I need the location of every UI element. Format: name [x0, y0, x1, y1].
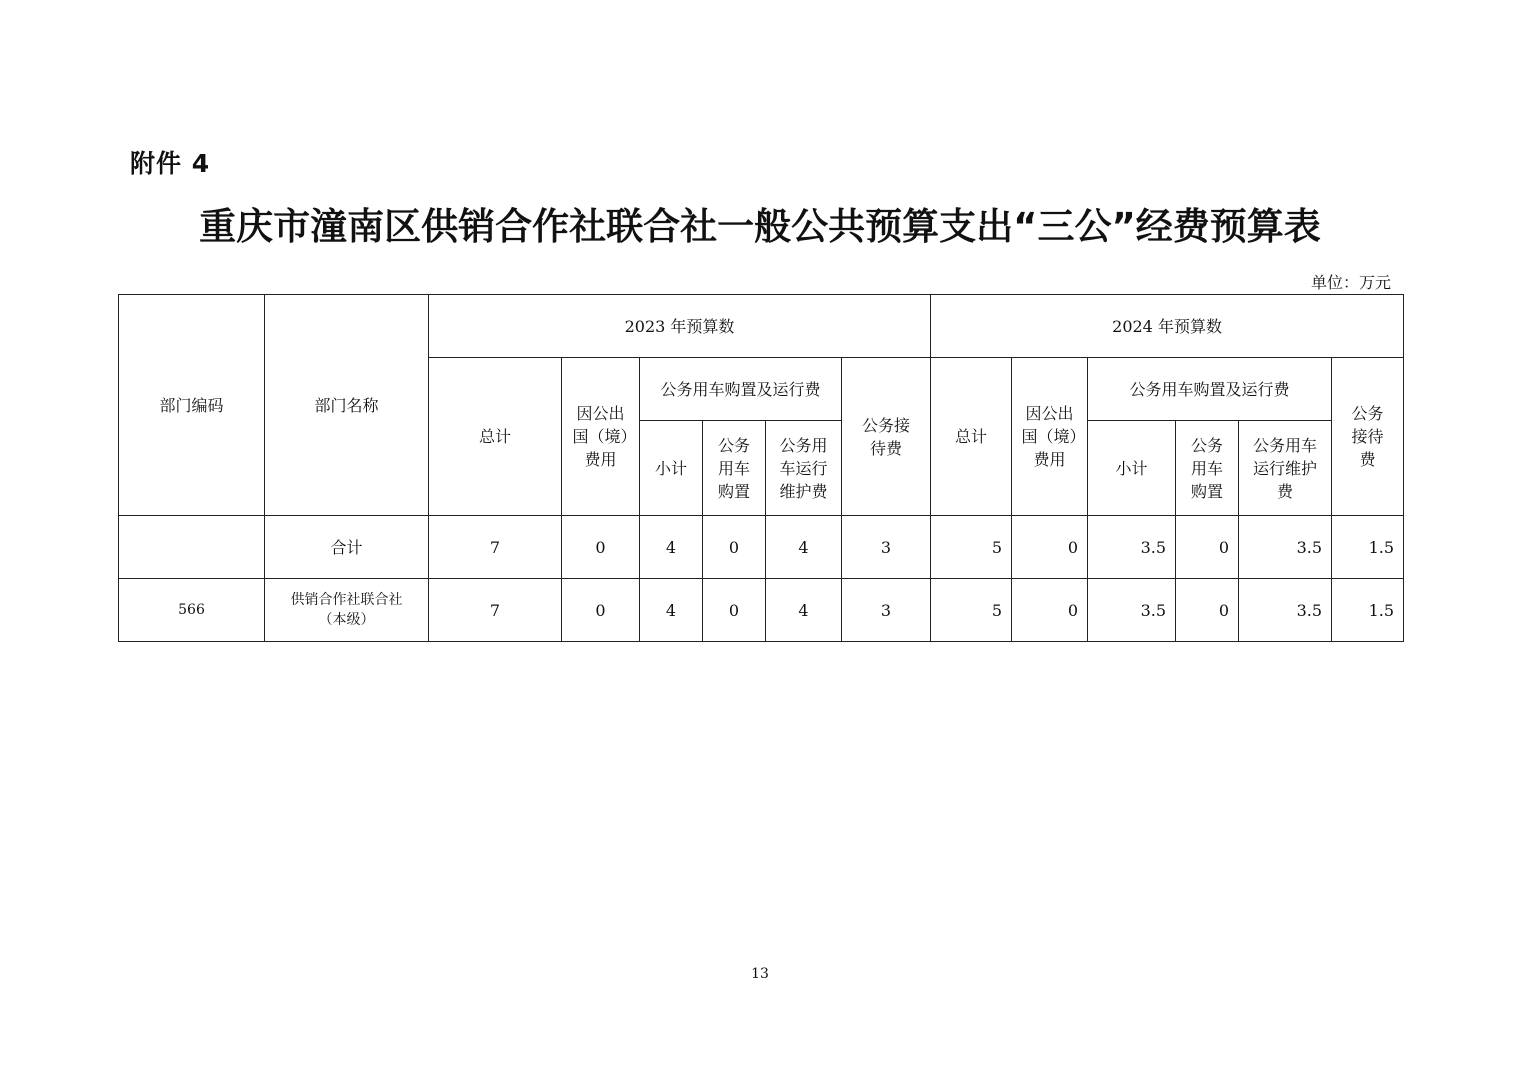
- header-abroad-2024: 因公出国（境）费用: [1012, 358, 1088, 516]
- cell-purchase-2023: 0: [703, 579, 766, 642]
- dept-name-sub: （本级）: [318, 612, 375, 628]
- table-row: [119, 579, 1404, 642]
- cell-maint-2023: 4: [766, 579, 842, 642]
- cell-reception-2024: 1.5: [1332, 579, 1404, 642]
- header-total-2023: 总计: [429, 358, 562, 516]
- cell-total-2023: 7: [429, 516, 562, 579]
- header-vehicle-group-2023: 公务用车购置及运行费: [640, 358, 842, 421]
- page-number: 13: [751, 966, 769, 982]
- cell-abroad-2024: 0: [1012, 516, 1088, 579]
- cell-reception-2023: 3: [842, 516, 931, 579]
- header-dept-code: 部门编码: [119, 295, 265, 516]
- cell-maint-2024: 3.5: [1239, 579, 1332, 642]
- attachment-label: 附件 4: [130, 149, 211, 178]
- cell-dept-code: [119, 516, 265, 579]
- cell-dept-name: [265, 579, 429, 642]
- header-vehicle-purchase-2023: 公务用车购置: [703, 421, 766, 516]
- cell-dept-code: 566: [119, 579, 265, 642]
- table-row-total: [119, 516, 1404, 579]
- cell-subtotal-2024: 3.5: [1088, 579, 1176, 642]
- cell-abroad-2023: 0: [562, 516, 640, 579]
- header-vehicle-maint-2023: 公务用车运行维护费: [766, 421, 842, 516]
- cell-maint-2024: 3.5: [1239, 516, 1332, 579]
- header-vehicle-purchase-2024: 公务用车购置: [1176, 421, 1239, 516]
- header-vehicle-maint-2024: 公务用车运行维护费: [1239, 421, 1332, 516]
- cell-total-2023: 7: [429, 579, 562, 642]
- header-reception-2024: 公务接待费: [1332, 358, 1404, 516]
- header-total-2024: 总计: [931, 358, 1012, 516]
- header-dept-name: 部门名称: [265, 295, 429, 516]
- cell-purchase-2024: 0: [1176, 516, 1239, 579]
- header-subtotal-2024: 小计: [1088, 421, 1176, 516]
- cell-reception-2024: 1.5: [1332, 516, 1404, 579]
- cell-reception-2023: 3: [842, 579, 931, 642]
- header-vehicle-group-2024: 公务用车购置及运行费: [1088, 358, 1332, 421]
- unit-label: 单位：万元: [1310, 273, 1391, 292]
- cell-purchase-2023: 0: [703, 516, 766, 579]
- header-year-2023: 2023 年预算数: [429, 295, 931, 358]
- header-reception-2023: 公务接待费: [842, 358, 931, 516]
- cell-subtotal-2024: 3.5: [1088, 516, 1176, 579]
- cell-total-2024: 5: [931, 516, 1012, 579]
- budget-table: [118, 294, 1404, 642]
- header-abroad-2023: 因公出国（境）费用: [562, 358, 640, 516]
- header-year-2024: 2024 年预算数: [931, 295, 1404, 358]
- cell-maint-2023: 4: [766, 516, 842, 579]
- cell-total-2024: 5: [931, 579, 1012, 642]
- cell-purchase-2024: 0: [1176, 579, 1239, 642]
- cell-abroad-2023: 0: [562, 579, 640, 642]
- page-title: 重庆市潼南区供销合作社联合社一般公共预算支出“三公”经费预算表: [199, 205, 1321, 248]
- cell-dept-name: 合计: [265, 516, 429, 579]
- cell-subtotal-2023: 4: [640, 516, 703, 579]
- cell-subtotal-2023: 4: [640, 579, 703, 642]
- dept-name-line: 供销合作社联合社: [290, 592, 403, 608]
- cell-abroad-2024: 0: [1012, 579, 1088, 642]
- header-subtotal-2023: 小计: [640, 421, 703, 516]
